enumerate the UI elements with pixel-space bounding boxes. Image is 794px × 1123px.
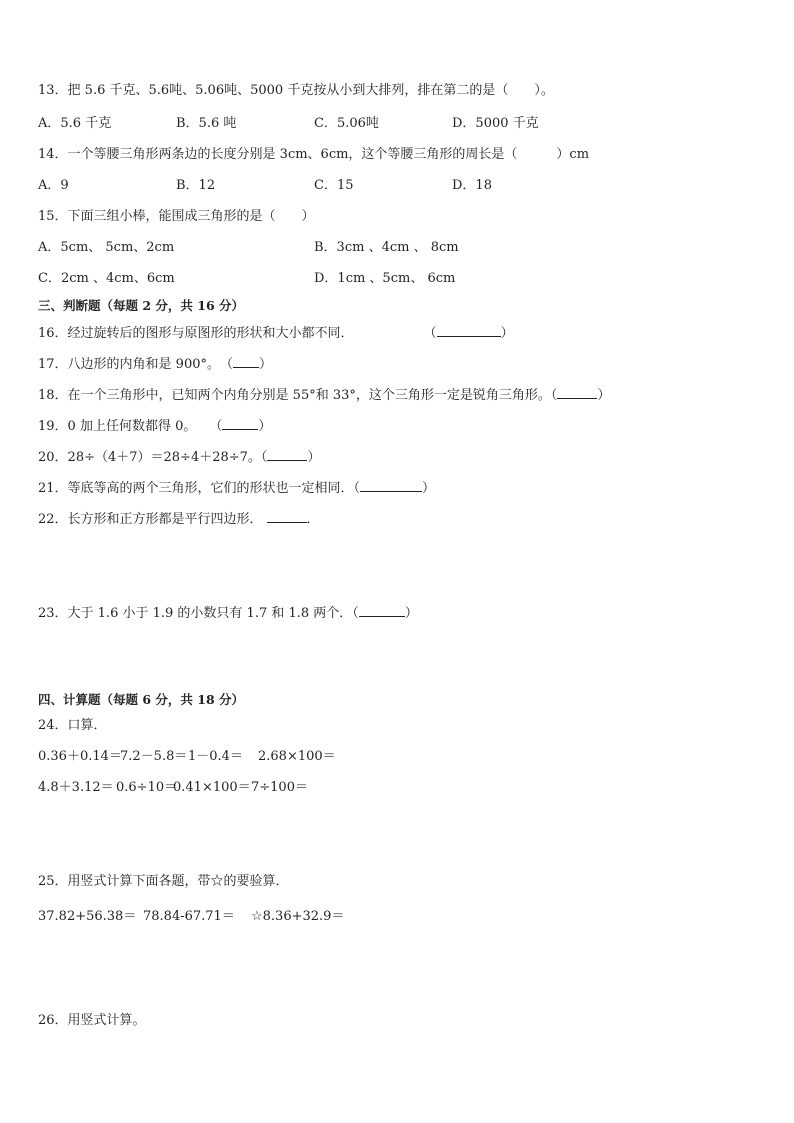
q16-blank-close: ） [500,326,514,341]
q25-item: 78.84-67.71＝ [143,909,235,924]
q13-option-b: B．5.6 吨 [176,116,237,131]
q24-item: 0.36＋0.14＝ [38,749,122,764]
q22-text: 22．长方形和正方形都是平行四边形． [38,512,263,527]
q21-text: 21．等底等高的两个三角形，它们的形状也一定相同．（ [38,481,361,496]
q24-item: 0.6÷10＝ [116,780,178,795]
section-4-title: 四、计算题（每题 6 分，共 18 分） [38,692,245,707]
question-19 [38,417,271,435]
q23-blank-close: ） [404,606,418,621]
section-3-title: 三、判断题（每题 2 分，共 16 分） [38,298,245,313]
q15-option-c: C．2cm 、4cm、6cm [38,271,175,286]
q23-text: 23．大于 1.6 小于 1.9 的小数只有 1.7 和 1.8 两个．（ [38,606,359,621]
question-14-stem: 14．一个等腰三角形两条边的长度分别是 3cm、6cm，这个等腰三角形的周长是（ ）cm [38,147,590,162]
q15-option-b: B．3cm 、4cm 、 8cm [314,240,459,255]
q19-text: 19．0 加上任何数都得 0。 （ [38,419,223,434]
question-13-stem: 13．把 5.6 千克、5.6吨、5.06吨、5000 千克按从小到大排列，排在第二的是（ ）。 [38,83,554,98]
q14-option-b: B．12 [176,178,216,193]
q15-option-a: A．5cm、 5cm、2cm [38,240,175,255]
q24-item: 2.68×100＝ [258,749,336,764]
q18-text: 18．在一个三角形中，已知两个内角分别是 55°和 33°，这个三角形一定是锐角三角形。（ [38,388,558,403]
question-23 [38,604,418,622]
q13-option-a: A．5.6 千克 [38,116,112,131]
answer-blank-16[interactable] [437,324,501,337]
q14-option-c: C．15 [314,178,354,193]
question-20 [38,448,320,466]
q13-option-c: C．5.06吨 [314,116,379,131]
q14-option-a: A．9 [38,178,69,193]
q25-item: 37.82+56.38＝ [38,909,137,924]
question-15-stem: 15．下面三组小棒，能围成三角形的是（ ） [38,209,315,224]
answer-blank-23[interactable] [359,604,405,617]
question-16 [38,324,514,342]
q18-blank-close: ） [597,388,611,403]
question-22 [38,510,320,528]
question-26-title: 26．用竖式计算。 [38,1013,146,1028]
q16-text: 16．经过旋转后的图形与原图形的形状和大小都不同． [38,326,354,341]
answer-blank-19[interactable] [222,417,258,430]
q13-option-d: D．5000 千克 [452,116,539,131]
q22-blank-close: ． [306,512,320,527]
q24-item: 4.8＋3.12＝ [38,780,114,795]
answer-blank-20[interactable] [267,448,307,461]
answer-blank-22[interactable] [267,510,307,523]
q16-blank-open: （ [423,326,437,341]
q19-blank-close: ） [258,419,272,434]
q24-item: 1－0.4＝ [188,749,243,764]
q24-item: 7.2－5.8＝ [120,749,188,764]
q20-blank-close: ） [307,450,321,465]
q20-text: 20．28÷（4＋7）＝28÷4＋28÷7。（ [38,450,268,465]
question-21 [38,479,435,497]
q24-item: 7÷100＝ [251,780,308,795]
q14-option-d: D．18 [452,178,492,193]
question-17 [38,355,272,373]
question-18 [38,386,610,404]
q21-blank-close: ） [422,481,436,496]
question-25-title: 25．用竖式计算下面各题，带☆的要验算． [38,874,289,889]
q15-option-d: D．1cm 、5cm、 6cm [314,271,456,286]
answer-blank-17[interactable] [233,355,259,368]
q25-item: ☆8.36+32.9＝ [251,909,345,924]
answer-blank-21[interactable] [360,479,422,492]
q24-item: 0.41×100＝ [173,780,251,795]
answer-blank-18[interactable] [557,386,597,399]
question-24-title: 24．口算． [38,718,107,733]
q17-blank-close: ） [259,357,273,372]
q17-text: 17．八边形的内角和是 900°。 （ [38,357,233,372]
